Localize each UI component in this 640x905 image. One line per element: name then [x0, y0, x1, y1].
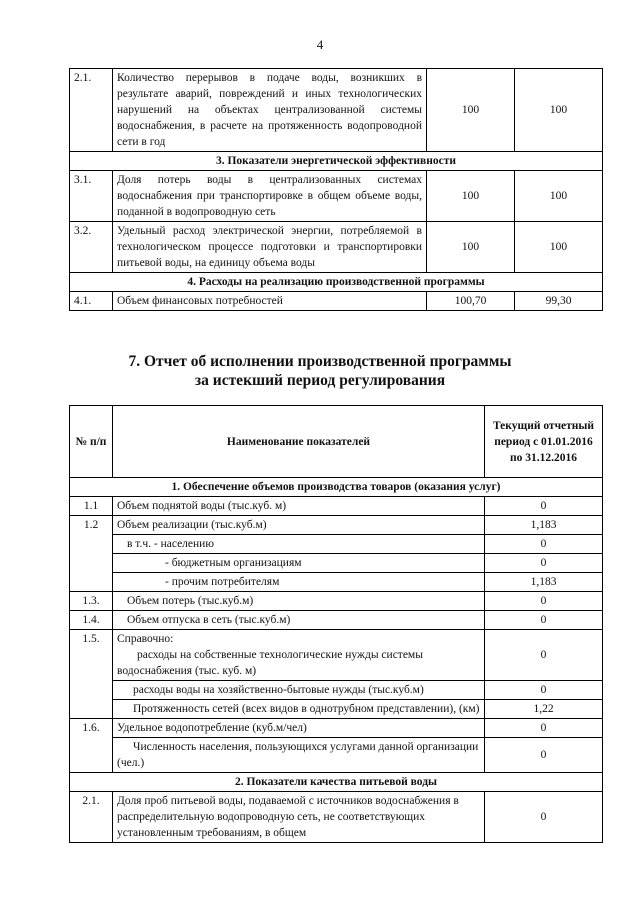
header-period: Текущий отчетный период с 01.01.2016 по 31.12.2016	[485, 406, 603, 478]
table-header-row	[70, 406, 603, 478]
row-value: 1,183	[485, 573, 603, 592]
header-name: Наименование показателей	[113, 406, 485, 478]
row-label: Численность населения, пользующихся услугами данной организации (чел.)	[113, 738, 485, 773]
row-label: Объем отпуска в сеть (тыс.куб.м)	[113, 611, 485, 630]
row-label: - бюджетным организациям	[113, 554, 485, 573]
row-value: 0	[485, 554, 603, 573]
row-value: 0	[485, 681, 603, 700]
table-row	[70, 292, 603, 311]
row-label	[113, 630, 485, 681]
row-number: 2.1.	[70, 792, 113, 843]
row-value: 0	[485, 738, 603, 773]
table-row	[70, 497, 603, 516]
row-value-1: 100,70	[427, 292, 515, 311]
row-number: 3.2.	[70, 222, 113, 273]
row-value: 1,22	[485, 700, 603, 719]
row-value-1: 100	[427, 222, 515, 273]
table-row	[70, 681, 603, 700]
row-number: 4.1.	[70, 292, 113, 311]
table-row	[70, 611, 603, 630]
row-value-1: 100	[427, 171, 515, 222]
table-row	[70, 535, 603, 554]
row-value: 0	[485, 719, 603, 738]
section-row	[70, 152, 603, 171]
table-row	[70, 171, 603, 222]
row-number: 1.6.	[70, 719, 113, 773]
row-number: 1.5.	[70, 630, 113, 719]
report-table	[69, 405, 603, 843]
row-label: Доля потерь воды в централизованных системах водоснабжения при транспортировке в общем объеме воды, поданной в водопроводную сеть	[113, 171, 427, 222]
row-label: Удельное водопотребление (куб.м/чел)	[113, 719, 485, 738]
table-row	[70, 700, 603, 719]
reference-text: расходы на собственные технологические нужды системы водоснабжения (тыс. куб. м)	[117, 649, 423, 677]
row-number: 1.3.	[70, 592, 113, 611]
row-label: Объем поднятой воды (тыс.куб. м)	[113, 497, 485, 516]
row-label: Удельный расход электрической энергии, потребляемой в технологическом процессе подготовки и транспортировки питьевой воды, на единицу объема воды	[113, 222, 427, 273]
section-row	[70, 478, 603, 497]
row-label: - прочим потребителям	[113, 573, 485, 592]
row-number: 1.4.	[70, 611, 113, 630]
table-row	[70, 69, 603, 152]
row-label: Объем финансовых потребностей	[113, 292, 427, 311]
row-number: 2.1.	[70, 69, 113, 152]
table-row	[70, 573, 603, 592]
indicators-table-continued	[69, 68, 603, 311]
row-label: Объем потерь (тыс.куб.м)	[113, 592, 485, 611]
row-value: 0	[485, 535, 603, 554]
row-number: 3.1.	[70, 171, 113, 222]
row-value-2: 100	[515, 69, 603, 152]
table-row	[70, 592, 603, 611]
header-num: № п/п	[70, 406, 113, 478]
reference-label: Справочно:	[117, 633, 174, 645]
row-value: 0	[485, 630, 603, 681]
table-row	[70, 554, 603, 573]
row-value-2: 100	[515, 171, 603, 222]
table-row	[70, 792, 603, 843]
section-title	[0, 352, 640, 390]
section-heading: 2. Показатели качества питьевой воды	[70, 773, 603, 792]
section-heading: 4. Расходы на реализацию производственной программы	[70, 273, 603, 292]
section-title-line-2: за истекший период регулирования	[194, 372, 446, 389]
section-heading: 1. Обеспечение объемов производства товаров (оказания услуг)	[70, 478, 603, 497]
page-number: 4	[316, 37, 324, 52]
section-row	[70, 773, 603, 792]
row-number: 1.1	[70, 497, 113, 516]
section-heading: 3. Показатели энергетической эффективности	[70, 152, 603, 171]
row-value: 0	[485, 792, 603, 843]
row-value: 1,183	[485, 516, 603, 535]
row-value-1: 100	[427, 69, 515, 152]
table-row	[70, 719, 603, 738]
section-row	[70, 273, 603, 292]
table-row	[70, 222, 603, 273]
row-label: Количество перерывов в подаче воды, возникших в результате аварий, повреждений и иных технологических нарушений на объектах централизованной системы водоснабжения, в расчете на протяженность водопроводной сети в год	[113, 69, 427, 152]
row-label: Доля проб питьевой воды, подаваемой с источников водоснабжения в распределительную водопроводную сеть, не соответствующих установленным требованиям, в общем	[113, 792, 485, 843]
table-row	[70, 516, 603, 535]
row-value: 0	[485, 592, 603, 611]
section-title-line-1: 7. Отчет об исполнении производственной программы	[128, 353, 512, 370]
row-value-2: 100	[515, 222, 603, 273]
row-label: Протяженность сетей (всех видов в однотрубном представлении), (км)	[113, 700, 485, 719]
row-label: в т.ч. - населению	[113, 535, 485, 554]
table-row	[70, 630, 603, 681]
row-label: Объем реализации (тыс.куб.м)	[113, 516, 485, 535]
row-value: 0	[485, 611, 603, 630]
row-label: расходы воды на хозяйственно-бытовые нужды (тыс.куб.м)	[113, 681, 485, 700]
row-value: 0	[485, 497, 603, 516]
row-number: 1.2	[70, 516, 113, 592]
row-value-2: 99,30	[515, 292, 603, 311]
table-row	[70, 738, 603, 773]
